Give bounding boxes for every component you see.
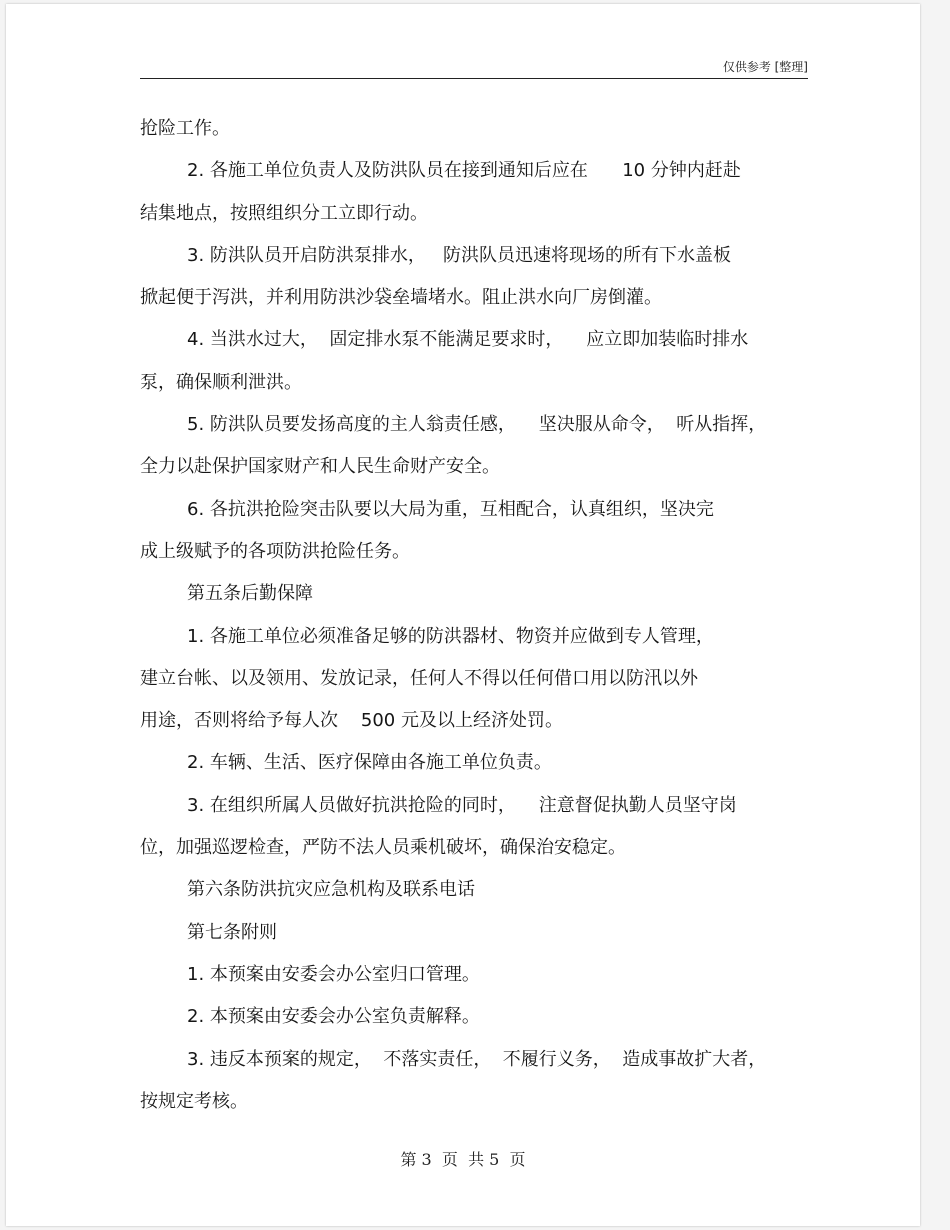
text-line: 成上级赋予的各项防洪抢险任务。 [140,540,410,562]
text-line: 抢险工作。 [140,118,230,139]
text-line: 3. 在组织所属人员做好抗洪抢险的同时， 注意督促执勤人员坚守岗 [187,794,737,816]
text-line: 建立台帐、以及领用、发放记录，任何人不得以任何借口用以防汛以外 [140,667,698,689]
header-rule [140,78,808,79]
text-line: 2. 车辆、生活、医疗保障由各施工单位负责。 [187,752,552,774]
text-line: 3. 防洪队员开启防洪泵排水， 防洪队员迅速将现场的所有下水盖板 [187,244,732,266]
body-text [140,108,812,1123]
text-line: 用途，否则将给予每人次 500 元及以上经济处罚。 [140,710,563,732]
text-line: 2. 各施工单位负责人及防洪队员在接到通知后应在 10 分钟内赶赴 [187,160,741,182]
header-note: 仅供参考 [整理] [722,60,808,74]
text-line: 按规定考核。 [140,1090,248,1112]
section-heading: 第五条后勤保障 [187,583,313,605]
text-line: 6. 各抗洪抢险突击队要以大局为重，互相配合，认真组织，坚决完 [187,498,714,520]
text-line: 5. 防洪队员要发扬高度的主人翁责任感， 坚决服从命令， 听从指挥， [187,414,767,436]
text-line: 位，加强巡逻检查，严防不法人员乘机破坏，确保治安稳定。 [140,837,626,859]
text-line: 1. 本预案由安委会办公室归口管理。 [187,963,480,985]
text-line: 掀起便于泻洪，并利用防洪沙袋垒墙堵水。阻止洪水向厂房倒灌。 [140,287,662,309]
page-footer: 第 3 页 共 5 页 [400,1150,526,1169]
text-line: 3. 违反本预案的规定， 不落实责任， 不履行义务， 造成事故扩大者， [187,1048,767,1070]
text-line: 结集地点，按照组织分工立即行动。 [140,202,428,224]
section-heading: 第七条附则 [187,921,277,943]
text-line: 2. 本预案由安委会办公室负责解释。 [187,1006,480,1028]
text-line: 全力以赴保护国家财产和人民生命财产安全。 [140,456,500,478]
text-line: 4. 当洪水过大， 固定排水泵不能满足要求时， 应立即加装临时排水 [187,329,749,351]
text-line: 1. 各施工单位必须准备足够的防洪器材、物资并应做到专人管理， [187,625,714,647]
document-page [6,4,920,1226]
text-line: 泵，确保顺利泄洪。 [140,371,302,393]
section-heading: 第六条防洪抗灾应急机构及联系电话 [187,879,475,901]
